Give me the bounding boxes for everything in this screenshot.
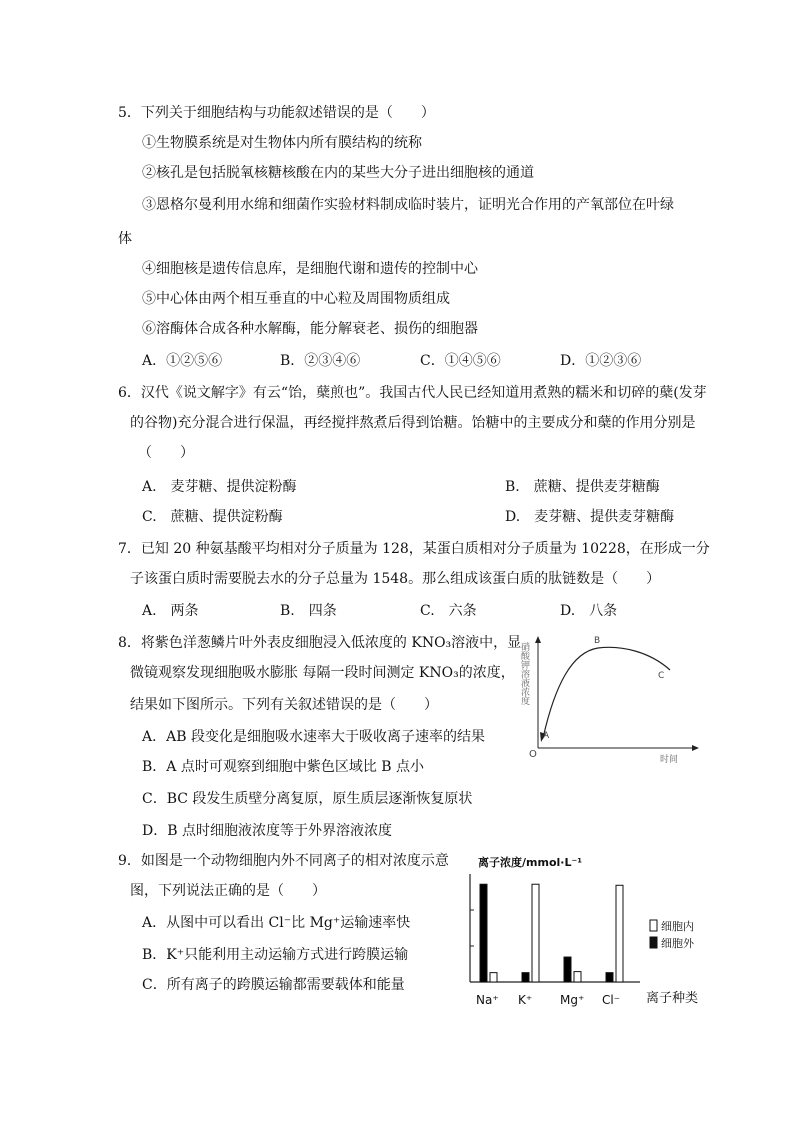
x-tick-label-1: K⁺ xyxy=(518,993,533,1007)
q5-item-2: ②核孔是包括脱氧核糖核酸在内的某些大分子进出细胞核的通道 xyxy=(142,165,534,181)
chart-y-axis-label: 离子浓度/mmol·L⁻¹ xyxy=(478,856,583,869)
q8-point-a-label: A xyxy=(543,731,550,741)
q5-item-1: ①生物膜系统是对生物体内所有膜结构的统称 xyxy=(142,135,422,151)
q8-point-b-label: B xyxy=(594,636,601,646)
q7-stem-line2: 子该蛋白质时需要脱去水的分子总量为 1548。那么组成该蛋白质的肽链数是（ ） xyxy=(130,571,661,587)
legend-swatch-inside xyxy=(650,920,657,931)
bar-inside-0 xyxy=(490,973,497,982)
q9-option-b: B．K⁺只能利用主动运输方式进行跨膜运输 xyxy=(142,947,409,963)
q8-point-c-label: C xyxy=(658,671,665,681)
x-tick-label-0: Na⁺ xyxy=(476,993,499,1007)
bar-inside-2 xyxy=(574,972,581,982)
q5-item-5: ⑤中心体由两个相互垂直的中心粒及周围物质组成 xyxy=(142,291,450,307)
q5-stem: 5．下列关于细胞结构与功能叙述错误的是（ ） xyxy=(118,105,435,121)
q8-stem-line2: 微镜观察发现细胞吸水膨胀 每隔一段时间测定 KNO₃的浓度， xyxy=(130,665,515,681)
q8-stem-line3: 结果如下图所示。下列有关叙述错误的是（ ） xyxy=(130,697,438,713)
q5-option-d: D．①②③⑥ xyxy=(560,353,642,369)
x-tick-label-2: Mg⁺ xyxy=(560,993,585,1007)
q8-curve-figure xyxy=(510,630,700,765)
q5-item-3-cont: 体 xyxy=(118,231,132,247)
q6-option-d: D. 麦芽糖、提供麦芽糖酶 xyxy=(505,509,675,525)
q6-stem-line1: 6．汉代《说文解字》有云“饴，蘖煎也”。我国古代人民已经知道用煮熟的糯米和切碎的蘖(发芽 xyxy=(118,385,707,401)
bar-outside-2 xyxy=(564,957,571,982)
q5-option-c: C．①④⑤⑥ xyxy=(420,353,501,369)
q7-option-b: B. 四条 xyxy=(280,603,337,619)
bar-outside-1 xyxy=(522,973,529,982)
x-tick-label-3: Cl⁻ xyxy=(602,993,621,1007)
q6-stem-line2: 的谷物)充分混合进行保温，再经搅拌熬煮后得到饴糖。饴糖中的主要成分和蘖的作用分别是 xyxy=(130,415,696,431)
bar-inside-3 xyxy=(616,885,623,982)
q9-stem-line2: 图，下列说法正确的是（ ） xyxy=(130,883,326,899)
q5-item-4: ④细胞核是遗传信息库，是细胞代谢和遗传的控制中心 xyxy=(142,261,478,277)
q8-curve xyxy=(543,647,670,738)
q8-stem-line1: 8．将紫色洋葱鳞片叶外表皮细胞浸入低浓度的 KNO₃溶液中，显 xyxy=(118,635,522,651)
q5-item-6: ⑥溶酶体合成各种水解酶，能分解衰老、损伤的细胞器 xyxy=(142,321,478,337)
q5-item-3: ③恩格尔曼利用水绵和细菌作实验材料制成临时装片，证明光合作用的产氧部位在叶绿 xyxy=(142,197,674,213)
q7-option-d: D. 八条 xyxy=(560,603,618,619)
q9-option-c: C．所有离子的跨膜运输都需要载体和能量 xyxy=(142,977,405,993)
q8-option-b: B．A 点时可观察到细胞中紫色区域比 B 点小 xyxy=(142,759,425,775)
q6-option-c: C. 蔗糖、提供淀粉酶 xyxy=(142,509,283,525)
q5-option-a: A．①②⑤⑥ xyxy=(142,353,223,369)
legend-swatch-outside xyxy=(650,937,657,948)
q8-y-arrow xyxy=(535,636,541,643)
q8-option-a: A．AB 段变化是细胞吸水速率大于吸收离子速率的结果 xyxy=(142,729,485,745)
q7-stem-line1: 7．已知 20 种氨基酸平均相对分子质量为 128，某蛋白质相对分子质量为 10228，在形成一分 xyxy=(118,541,710,557)
q7-option-a: A. 两条 xyxy=(142,603,199,619)
q8-origin-label: O xyxy=(529,749,537,760)
legend-label-inside: 细胞内 xyxy=(661,920,694,933)
bar-outside-0 xyxy=(480,884,487,982)
q6-option-b: B. 蔗糖、提供麦芽糖酶 xyxy=(505,479,660,495)
q8-option-d: D．B 点时细胞液浓度等于外界溶液浓度 xyxy=(142,823,392,839)
q8-y-axis-label: 硝酸钾溶液浓度 xyxy=(519,642,529,705)
chart-x-axis-label: 离子种类 xyxy=(646,991,699,1006)
bar-outside-3 xyxy=(606,973,613,982)
q8-option-c: C．BC 段发生质壁分离复原，原生质层逐渐恢复原状 xyxy=(142,791,473,807)
q9-stem-line1: 9．如图是一个动物细胞内外不同离子的相对浓度示意 xyxy=(118,853,449,869)
q9-option-a: A．从图中可以看出 Cl⁻比 Mg⁺运输速率快 xyxy=(142,915,411,931)
q7-option-c: C. 六条 xyxy=(420,603,477,619)
q6-stem-line3: （ ） xyxy=(138,445,194,461)
q8-x-arrow xyxy=(692,745,699,751)
q6-option-a: A. 麦芽糖、提供淀粉酶 xyxy=(142,479,297,495)
legend-label-outside: 细胞外 xyxy=(661,937,694,950)
q5-option-b: B．②③④⑥ xyxy=(280,353,361,369)
ion-concentration-chart xyxy=(460,850,720,1010)
bar-inside-1 xyxy=(532,884,539,982)
q8-x-axis-label: 时间 xyxy=(660,755,679,765)
